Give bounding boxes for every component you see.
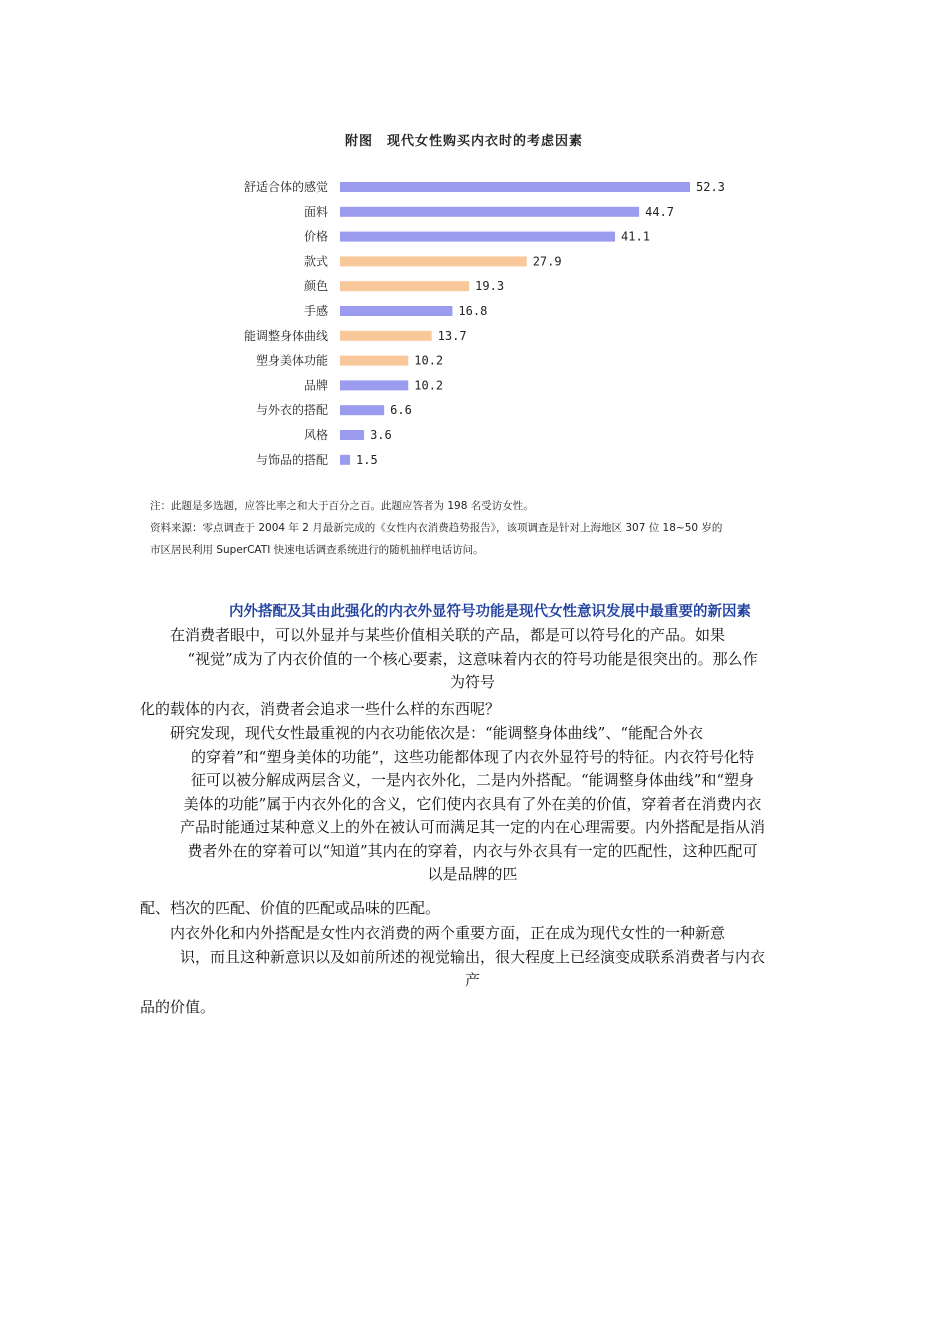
category-label: 与饰品的搭配 — [255, 452, 328, 467]
category-label: 面料 — [303, 204, 328, 219]
category-label: 与外衣的搭配 — [255, 403, 328, 418]
value-label: 52.3 — [696, 180, 725, 194]
section-heading: 内外搭配及其由此强化的内衣外显符号功能是现代女性意识发展中最重要的新因素 — [229, 604, 751, 620]
p2-line-2: 的穿着”和“塑身美体的功能”，这些功能都体现了内衣外显符号的特征。内衣符号化特 — [190, 747, 754, 766]
category-label: 价格 — [303, 229, 328, 244]
bar — [340, 306, 452, 316]
bar — [340, 405, 384, 415]
category-label: 塑身美体功能 — [255, 353, 328, 368]
category-label: 款式 — [303, 254, 328, 269]
figure-note: 注：此题是多选题，应答比率之和大于百分之百。此题应答者为 198 名受访女性。 — [150, 500, 534, 512]
category-label: 颜色 — [303, 279, 328, 294]
p2-line-1: 研究发现，现代女性最重视的内衣功能依次是：“能调整身体曲线”、“能配合外衣 — [170, 724, 704, 742]
p2-line-7: 以是品牌的匹 — [427, 865, 518, 883]
value-label: 1.5 — [356, 452, 378, 467]
value-label: 10.2 — [414, 378, 444, 393]
category-label: 风格 — [303, 428, 328, 442]
category-label: 能调整身体曲线 — [243, 328, 328, 343]
p1-line-2: “视觉”成为了内衣价值的一个核心要素，这意味着内衣的符号功能是很突出的。那么作 — [187, 649, 758, 668]
value-label: 16.8 — [458, 304, 488, 318]
p2-line-4: 美体的功能”属于内衣外化的含义，它们使内衣具有了外在美的价值，穿着者在消费内衣 — [183, 794, 762, 813]
p1-line-3: 为符号 — [449, 673, 495, 691]
value-label: 3.6 — [370, 428, 392, 442]
p3-line-4: 品的价值。 — [140, 998, 216, 1016]
bar — [340, 232, 615, 242]
bar — [340, 430, 364, 440]
value-label: 44.7 — [645, 204, 675, 219]
p2-line-6: 费者外在的穿着可以“知道”其内在的穿着，内衣与外衣具有一定的匹配性，这种匹配可 — [187, 841, 758, 860]
bar — [340, 256, 527, 266]
bar — [340, 182, 690, 192]
p3-line-2: 识，而且这种新意识以及如前所述的视觉输出，很大程度上已经演变成联系消费者与内衣 — [179, 947, 765, 966]
bar — [340, 281, 469, 291]
paragraph-1 — [140, 624, 805, 695]
p1-line-4: 化的载体的内衣，消费者会追求一些什么样的东西呢？ — [140, 700, 501, 718]
figure-title: 附图 现代女性购买内衣时的考虑因素 — [345, 134, 584, 149]
p3-line-1: 内衣外化和内外搭配是女性内衣消费的两个重要方面，正在成为现代女性的一种新意 — [170, 924, 726, 942]
figure-source-cont: 市区居民利用 SuperCATI 快速电话调查系统进行的随机抽样电话访问。 — [150, 544, 484, 556]
bar — [340, 356, 408, 366]
bar — [340, 455, 350, 465]
value-label: 6.6 — [390, 403, 412, 418]
category-label: 品牌 — [303, 378, 328, 393]
p2-line-5: 产品时能通过某种意义上的外在被认可而满足其一定的内在心理需要。内外搭配是指从消 — [179, 818, 765, 836]
value-label: 41.1 — [621, 229, 650, 244]
p1-line-1: 在消费者眼中，可以外显并与某些价值相关联的产品，都是可以符号化的产品。如果 — [170, 626, 726, 644]
p3-line-3: 产 — [464, 971, 480, 989]
p2-line-3: 征可以被分解成两层含义，一是内衣外化，二是内外搭配。“能调整身体曲线”和“塑身 — [190, 771, 754, 789]
paragraph-2 — [140, 722, 805, 887]
bar — [340, 207, 639, 217]
bar — [340, 331, 432, 341]
paragraph-3 — [140, 922, 805, 993]
bar-chart — [130, 118, 830, 488]
value-label: 10.2 — [414, 353, 444, 368]
value-label: 19.3 — [475, 279, 505, 294]
value-label: 13.7 — [437, 328, 467, 343]
figure-source: 资料来源：零点调查于 2004 年 2 月最新完成的《女性内衣消费趋势报告》，该项调查是针对上海地区 307 位 18~50 岁的 — [150, 522, 723, 534]
value-label: 27.9 — [532, 254, 562, 269]
p2-line-8: 配、档次的匹配、价值的匹配或品味的匹配。 — [140, 899, 441, 917]
category-label: 手感 — [303, 304, 328, 318]
category-label: 舒适合体的感觉 — [243, 180, 328, 194]
bar — [340, 380, 408, 390]
figure — [130, 118, 830, 568]
